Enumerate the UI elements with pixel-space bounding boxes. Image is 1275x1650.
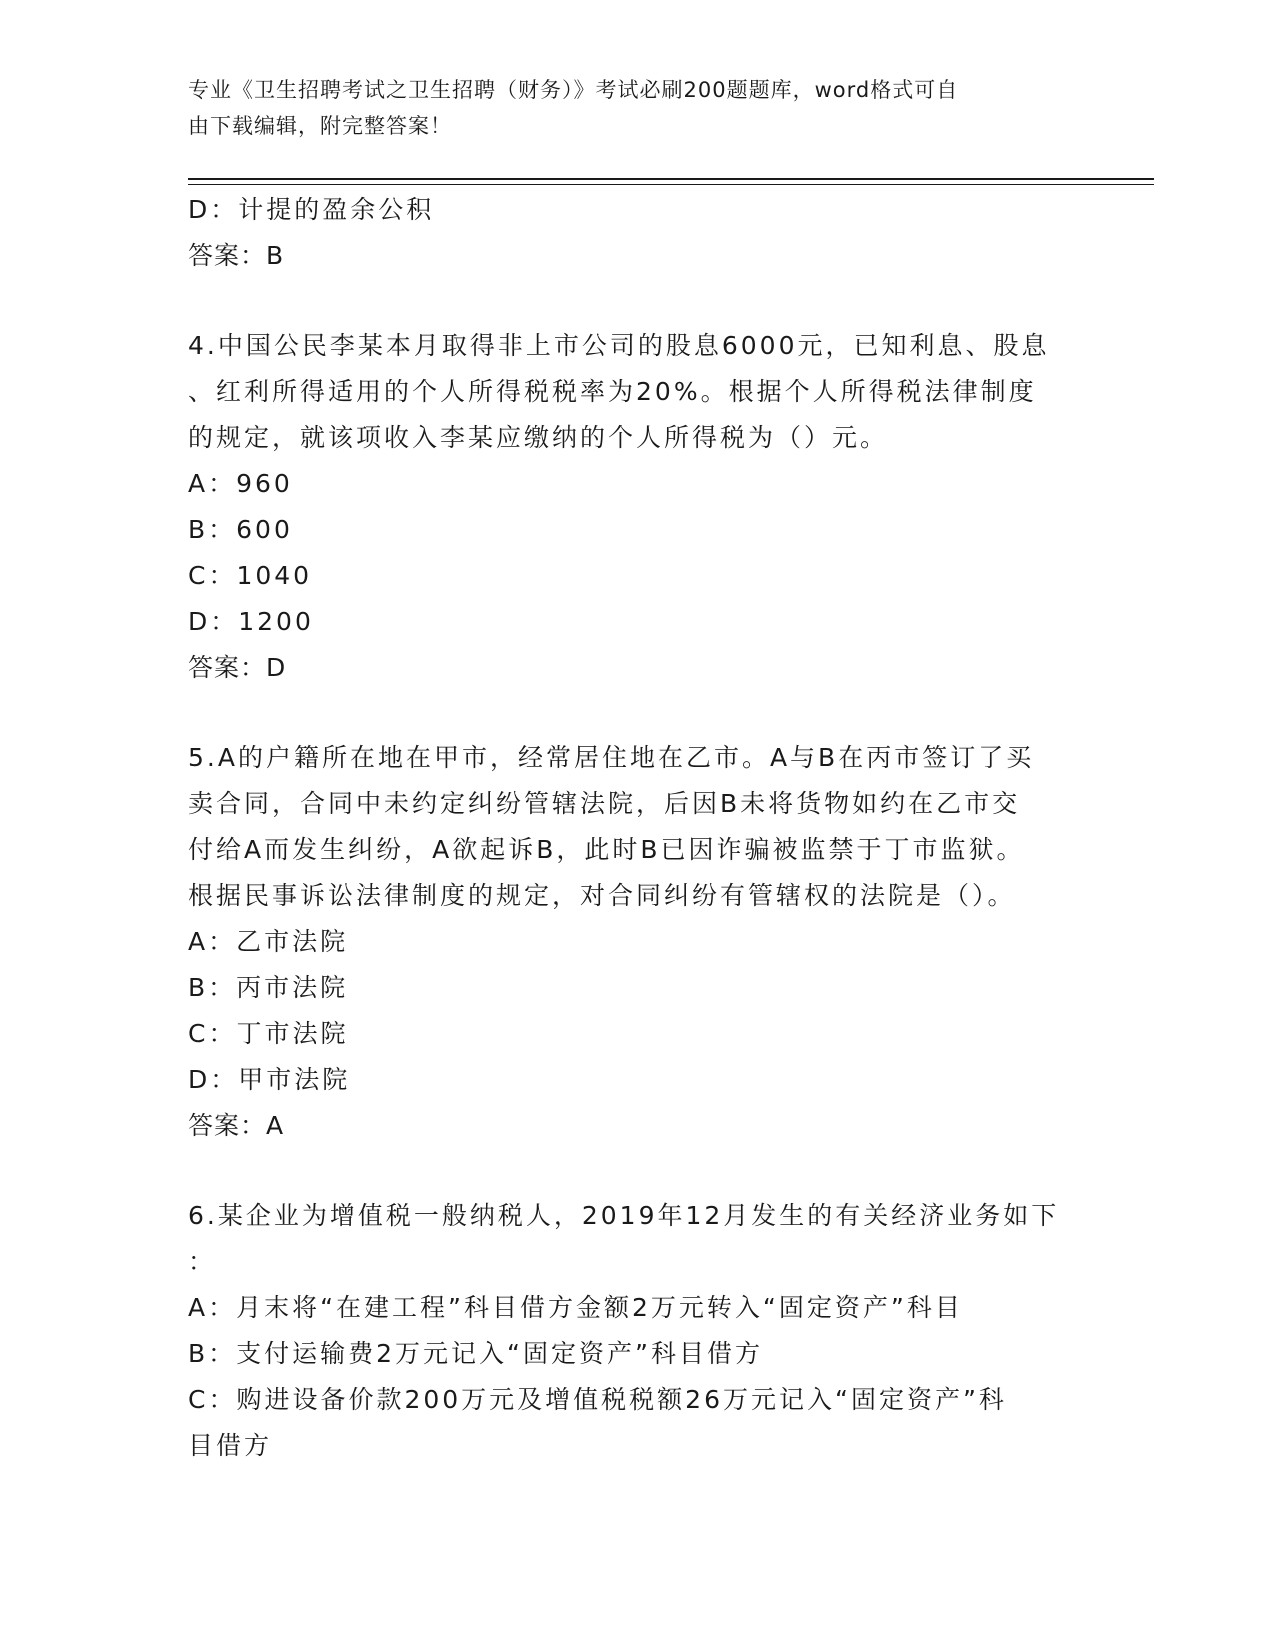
page-header <box>188 72 1068 144</box>
question-5-option-a: A：乙市法院 <box>188 927 349 956</box>
header-rule-thick <box>188 178 1154 180</box>
prev-answer: 答案：B <box>188 241 285 270</box>
question-5-line-2: 卖合同，合同中未约定纠纷管辖法院，后因B未将货物如约在乙市交 <box>188 789 1021 818</box>
question-content <box>188 187 1088 1469</box>
question-6-option-c: C：购进设备价款200万元及增值税税额26万元记入“固定资产”科 <box>188 1385 1007 1414</box>
question-6-option-c-continued: 目借方 <box>188 1431 273 1460</box>
question-5-option-d: D：甲市法院 <box>188 1065 351 1094</box>
question-6 <box>188 1193 1088 1469</box>
question-5-option-c: C：丁市法院 <box>188 1019 349 1048</box>
question-4 <box>188 323 1088 691</box>
question-6-line-1: 6.某企业为增值税一般纳税人，2019年12月发生的有关经济业务如下 <box>188 1201 1060 1230</box>
header-line-2: 由下载编辑，附完整答案！ <box>188 114 452 138</box>
question-4-line-1: 4.中国公民李某本月取得非上市公司的股息6000元，已知利息、股息 <box>188 331 1050 360</box>
spacer <box>188 691 1088 735</box>
question-4-option-d: D：1200 <box>188 607 314 636</box>
question-6-line-2: ： <box>188 1247 217 1276</box>
header-line-1: 专业《卫生招聘考试之卫生招聘（财务）》考试必刷200题题库，word格式可自 <box>188 78 959 102</box>
question-4-option-a: A：960 <box>188 469 293 498</box>
question-5-line-4: 根据民事诉讼法律制度的规定，对合同纠纷有管辖权的法院是（）。 <box>188 881 1016 910</box>
question-5-line-1: 5.A的户籍所在地在甲市，经常居住地在乙市。A与B在丙市签订了买 <box>188 743 1035 772</box>
question-5-answer: 答案：A <box>188 1111 285 1140</box>
question-5 <box>188 735 1088 1149</box>
question-4-line-3: 的规定，就该项收入李某应缴纳的个人所得税为（）元。 <box>188 423 889 452</box>
question-4-answer: 答案：D <box>188 653 287 682</box>
question-4-option-c: C：1040 <box>188 561 313 590</box>
question-6-option-b: B：支付运输费2万元记入“固定资产”科目借方 <box>188 1339 763 1368</box>
prev-option-d: D：计提的盈余公积 <box>188 195 435 224</box>
spacer <box>188 279 1088 323</box>
question-4-line-2: 、红利所得适用的个人所得税税率为20%。根据个人所得税法律制度 <box>188 377 1037 406</box>
spacer <box>188 1149 1088 1193</box>
header-rule-thin <box>188 184 1154 185</box>
question-6-option-a: A：月末将“在建工程”科目借方金额2万元转入“固定资产”科目 <box>188 1293 963 1322</box>
question-4-option-b: B：600 <box>188 515 293 544</box>
question-5-option-b: B：丙市法院 <box>188 973 349 1002</box>
question-5-line-3: 付给A而发生纠纷，A欲起诉B，此时B已因诈骗被监禁于丁市监狱。 <box>188 835 1025 864</box>
